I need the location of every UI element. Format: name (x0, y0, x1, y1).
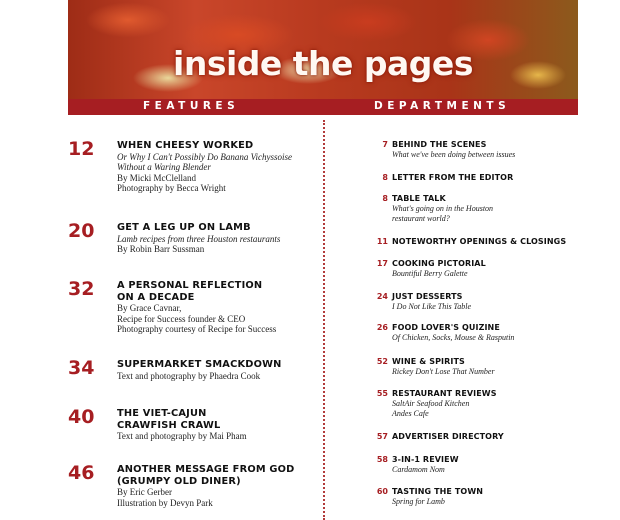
department-page-number: 57 (376, 432, 388, 441)
feature-page-number: 34 (68, 357, 95, 379)
feature-credit: By Eric Gerber (117, 487, 172, 497)
feature-credit: By Grace Cavnar, (117, 303, 182, 313)
department-title: ADVERTISER DIRECTORY (392, 432, 504, 441)
department-title: FOOD LOVER'S QUIZINE (392, 323, 500, 332)
department-body (392, 487, 582, 507)
department-title: JUST DESSERTS (392, 292, 463, 301)
feature-title: WHEN CHEESY WORKED (117, 140, 254, 151)
feature-subtitle: Or Why I Can't Possibly Do Banana Vichyssoise (117, 151, 292, 162)
section-header-bar (68, 99, 578, 115)
department-body (392, 323, 582, 343)
department-page-number: 11 (376, 237, 388, 246)
feature-title: ANOTHER MESSAGE FROM GOD (117, 464, 295, 475)
department-subtitle: Of Chicken, Socks, Mouse & Rasputin (392, 333, 515, 342)
department-subtitle: I Do Not Like This Table (392, 302, 472, 311)
department-body (392, 389, 582, 419)
feature-title: SUPERMARKET SMACKDOWN (117, 359, 282, 370)
department-page-number: 8 (382, 194, 388, 203)
feature-credit: Photography courtesy of Recipe for Success (117, 324, 277, 334)
department-title: WINE & SPIRITS (392, 357, 465, 366)
feature-credit: By Robin Barr Sussman (117, 244, 205, 254)
department-title: COOKING PICTORIAL (392, 259, 486, 268)
feature-body (117, 464, 317, 508)
department-title: NOTEWORTHY OPENINGS & CLOSINGS (392, 237, 567, 246)
feature-title: CRAWFISH CRAWL (117, 419, 221, 431)
department-body (392, 194, 582, 224)
department-title: RESTAURANT REVIEWS (392, 389, 497, 398)
department-subtitle: Cardamom Nom (392, 465, 445, 474)
department-page-number: 8 (382, 173, 388, 182)
department-body (392, 357, 582, 377)
feature-body (117, 140, 317, 194)
column-divider (323, 120, 325, 520)
page-title: inside the pages (173, 44, 473, 83)
department-subtitle: restaurant world? (392, 214, 450, 223)
feature-title: A PERSONAL REFLECTION (117, 280, 263, 291)
department-title: BEHIND THE SCENES (392, 140, 487, 149)
feature-subtitle: Without a Waring Blender (117, 162, 211, 172)
department-page-number: 24 (376, 292, 388, 301)
department-body (392, 237, 582, 247)
department-title: TASTING THE TOWN (392, 487, 484, 496)
department-subtitle: SaltAir Seafood Kitchen (392, 399, 470, 408)
feature-title: GET A LEG UP ON LAMB (117, 222, 251, 233)
features-heading: FEATURES (143, 100, 240, 112)
feature-title: THE VIET-CAJUN (117, 408, 207, 419)
departments-heading: DEPARTMENTS (374, 100, 511, 112)
feature-body (117, 359, 317, 381)
department-page-number: 58 (376, 455, 388, 464)
feature-subtitle: Lamb recipes from three Houston restaurants (117, 233, 281, 244)
department-body (392, 432, 582, 442)
feature-page-number: 32 (68, 278, 95, 300)
department-page-number: 17 (376, 259, 388, 268)
department-subtitle: What's going on in the Houston (392, 204, 494, 213)
department-title: TABLE TALK (392, 194, 446, 203)
department-subtitle: Andes Cafe (392, 409, 429, 418)
department-body (392, 173, 582, 183)
department-page-number: 26 (376, 323, 388, 332)
department-title: LETTER FROM THE EDITOR (392, 173, 514, 182)
feature-credit: Illustration by Devyn Park (117, 497, 213, 508)
feature-body (117, 280, 317, 335)
feature-credit: Photography by Becca Wright (117, 183, 226, 193)
feature-title: ON A DECADE (117, 291, 195, 303)
feature-credit: Recipe for Success founder & CEO (117, 313, 246, 324)
department-subtitle: Rickey Don't Lose That Number (392, 367, 495, 376)
hero-photo (68, 0, 578, 99)
feature-credit: By Micki McClelland (117, 172, 196, 183)
department-page-number: 52 (376, 357, 388, 366)
department-subtitle: Bountiful Berry Galette (392, 269, 468, 278)
department-page-number: 55 (376, 389, 388, 398)
department-subtitle: What we've been doing between issues (392, 150, 516, 159)
feature-page-number: 12 (68, 138, 95, 160)
feature-page-number: 46 (68, 462, 95, 484)
department-subtitle: Spring for Lamb (392, 497, 445, 506)
department-title: 3-IN-1 REVIEW (392, 455, 459, 464)
feature-credit: Text and photography by Mai Pham (117, 431, 247, 441)
department-body (392, 259, 582, 279)
feature-title: (GRUMPY OLD DINER) (117, 475, 241, 487)
department-page-number: 7 (382, 140, 388, 149)
department-page-number: 60 (376, 487, 388, 496)
feature-page-number: 40 (68, 406, 95, 428)
department-body (392, 140, 582, 160)
department-body (392, 455, 582, 475)
feature-page-number: 20 (68, 220, 95, 242)
department-body (392, 292, 582, 312)
feature-credit: Text and photography by Phaedra Cook (117, 370, 261, 381)
feature-body (117, 408, 317, 442)
feature-body (117, 222, 317, 255)
